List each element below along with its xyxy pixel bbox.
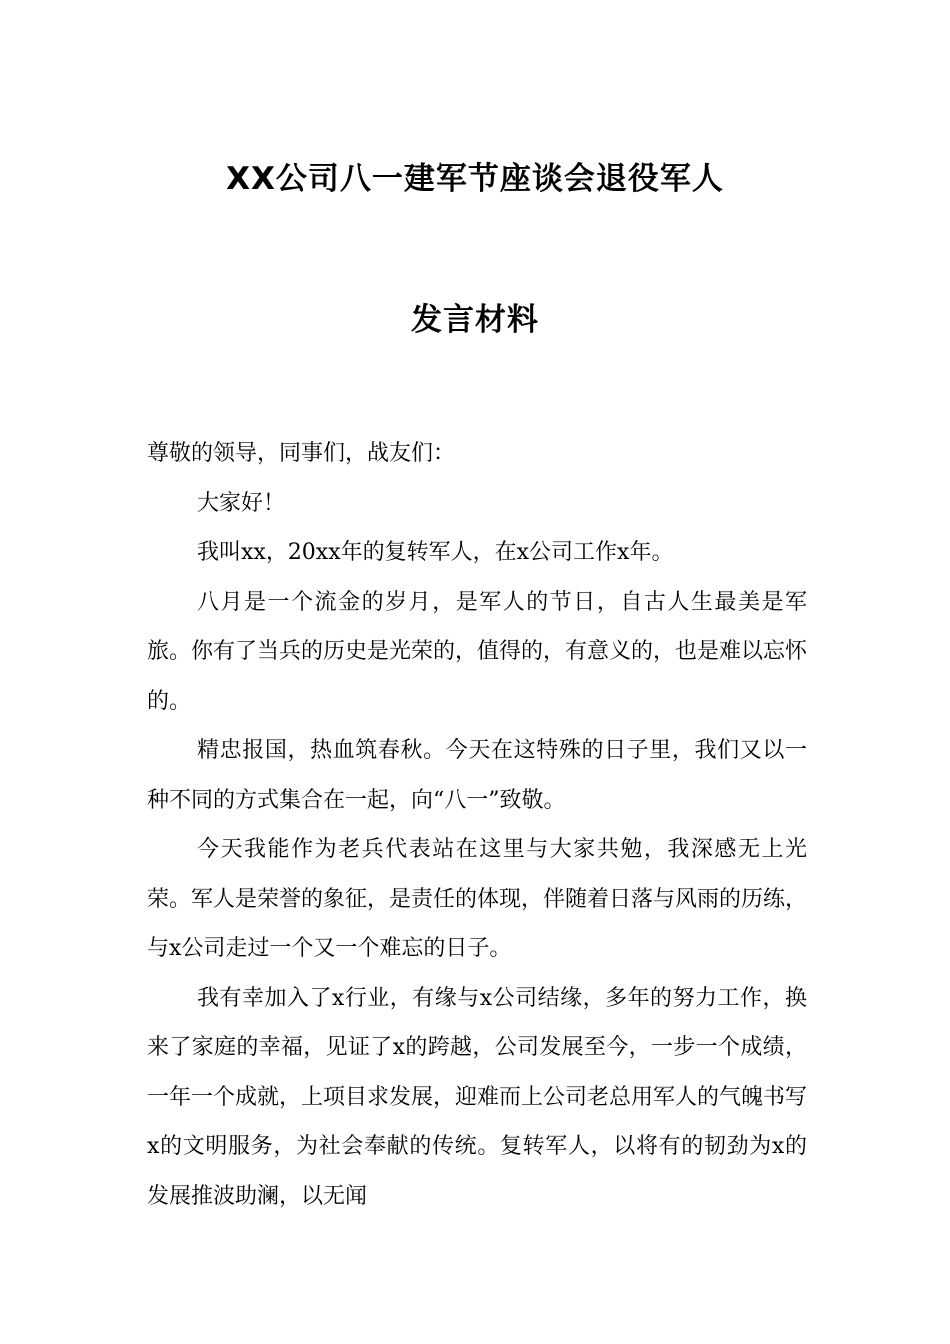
document-title-line-1: XX公司八一建军节座谈会退役军人	[226, 161, 724, 197]
document-title-line-2: 发言材料	[411, 302, 539, 338]
paragraph-honor: 今天我能作为老兵代表站在这里与大家共勉，我深感无上光荣。军人是荣誉的象征，是责任的体现，伴随着日落与风雨的历练，与x公司走过一个又一个难忘的日子。	[147, 837, 808, 961]
paragraph-career: 我有幸加入了x行业，有缘与x公司结缘，多年的努力工作，换来了家庭的幸福，见证了x的跨越，公司发展至今，一步一个成绩，一年一个成就，上项目求发展，迎难而上公司老总用军人的气魄书写x的文明服务，为社会奉献的传统。复转军人，以将有的韧劲为x的发展推波助澜，以无闻	[147, 985, 808, 1209]
document-body	[147, 429, 807, 1221]
salutation: 尊敬的领导，同事们，战友们：	[147, 441, 456, 466]
paragraph-august: 八月是一个流金的岁月，是军人的节日，自古人生最美是军旅。你有了当兵的历史是光荣的，值得的，有意义的，也是难以忘怀的。	[147, 589, 808, 714]
paragraph-introduction: 我叫xx，20xx年的复转军人，在x公司工作x年。	[197, 540, 674, 565]
paragraph-greeting: 大家好！	[197, 490, 286, 516]
paragraph-loyalty: 精忠报国，热血筑春秋。今天在这特殊的日子里，我们又以一种不同的方式集合在一起，向“八一”致敬。	[147, 738, 807, 813]
